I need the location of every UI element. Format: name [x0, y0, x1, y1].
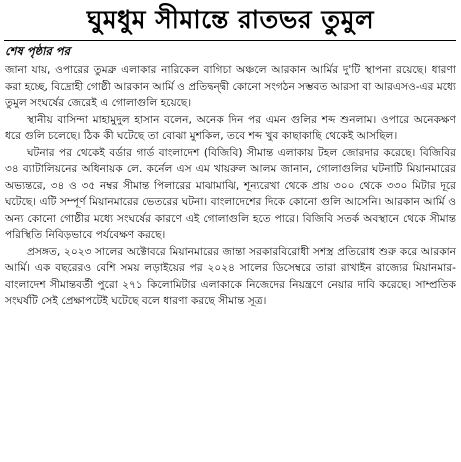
article-body — [5, 62, 456, 458]
article-paragraph-4: প্রসঙ্গত, ২০২৩ সালের অক্টোবরে মিয়ানমারের জান্তা সরকারবিরোধী সশস্ত্র প্রতিরোধ শুরু করে আরকান আর্মি। এক বছরেরও বেশি সময় লড়াইয়ের পর ২০২৪ সালের ডিসেম্বরে তারা রাখাইন রাজ্যের মিয়ানমার-বাংলাদেশ সীমান্তবর্তী পুরো ২৭১ কিলোমিটার এলাকাকে নিজেদের নিয়ন্ত্রণে নেয়ার দাবি করেছে। সাম্প্রতিক সংঘর্ষটি সেই প্রেক্ষাপটেই ঘটেছে বলে ধারণা করছে সীমান্ত সূত্র। — [5, 245, 456, 307]
article-headline: ঘুমধুম সীমান্তে রাতভর তুমুল — [86, 5, 375, 34]
article-paragraph-3: ঘটনার পর থেকেই বর্ডার গার্ড বাংলাদেশ (বিজিবি) সীমান্ত এলাকায় টহল জোরদার করেছে। বিজিবির ৩৪ ব্যাটালিয়নের অধিনায়ক লে. কর্নেল এস এম খায়রুল আলম জানান, গোলাগুলির ঘটনাটি মিয়ানমারের অভ্যন্তরে, ৩৪ ও ৩৫ নম্বর সীমান্ত পিলারের মাঝামাঝি, শূন্যরেখা থেকে প্রায় ৩০০ থেকে ৩৩০ মিটার দূরে ঘটেছে। এটি সম্পূর্ণ মিয়ানমারের ভেতরের ঘটনা। বাংলাদেশের দিকে কোনো গুলি আসেনি। আরকান আর্মি ও অন্য কোনো গোষ্ঠীর মধ্যে সংঘর্ষের কারণে এই গোলাগুলি হতে পারে। বিজিবি সতর্ক অবস্থানে থেকে সীমান্ত পরিস্থিতি নিবিড়ভাবে পর্যবেক্ষণ করছে। — [5, 146, 456, 241]
continuation-label: শেষ পৃষ্ঠার পর — [5, 44, 70, 58]
headline-divider — [4, 40, 456, 41]
article-paragraph-2: স্থানীয় বাসিন্দা মাহামুদুল হাসান বলেন, অনেক দিন পর এমন গুলির শব্দ শুনলাম। ওপারে অনেকক্ষণ ধরে গুলি চলেছে। ঠিক কী ঘটেছে তা বোঝা মুশকিল, তবে শব্দ খুব কাছাকাছি থেকেই আসছিল। — [5, 113, 456, 142]
article-paragraph-1: জানা যায়, ওপারের তুমব্রু এলাকার নারিকেল বাগিচা অঞ্চলে আরকান আর্মির দু'টি স্থাপনা রয়েছে। ধারণা করা হচ্ছে, বিদ্রোহী গোষ্ঠী আরকান আর্মি ও প্রতিদ্বন্দ্বী কোনো সংগঠন সম্ভবত আরসা বা আরএসও-এর মধ্যে তুমুল সংঘর্ষের জেরেই এ গোলাগুলি হয়েছে। — [5, 64, 456, 109]
